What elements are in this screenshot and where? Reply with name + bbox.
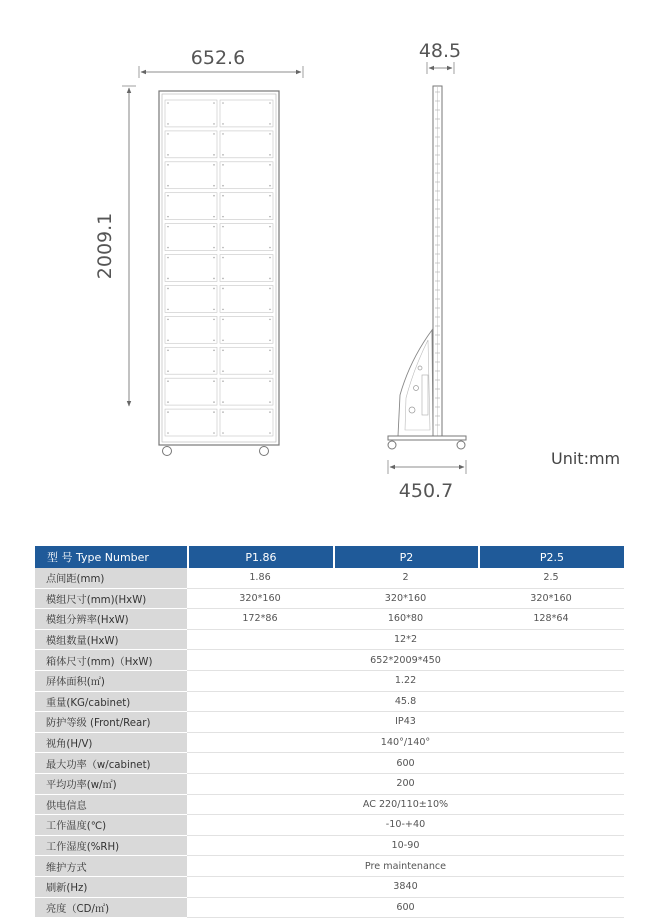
side-view bbox=[388, 86, 466, 449]
row-value: 128*64 bbox=[478, 609, 624, 630]
row-value: 320*160 bbox=[187, 589, 333, 610]
row-label: 模组数量(HxW) bbox=[35, 630, 187, 651]
table-row bbox=[35, 630, 624, 651]
row-value: 320*160 bbox=[478, 589, 624, 610]
table-row bbox=[35, 877, 624, 898]
width-dimension-label: 652.6 bbox=[190, 47, 246, 69]
row-label: 工作湿度(%RH) bbox=[35, 836, 187, 857]
row-label: 工作温度(℃) bbox=[35, 815, 187, 836]
table-row bbox=[35, 753, 624, 774]
row-value: 2.5 bbox=[478, 568, 624, 589]
row-value: 1.22 bbox=[187, 671, 624, 692]
row-label: 防护等级 (Front/Rear) bbox=[35, 712, 187, 733]
table-row bbox=[35, 733, 624, 754]
row-value: Pre maintenance bbox=[187, 856, 624, 877]
row-value: 600 bbox=[187, 898, 624, 919]
base-dimension-label: 450.7 bbox=[398, 480, 454, 502]
unit-label: Unit:mm bbox=[551, 449, 621, 468]
table-row bbox=[35, 568, 624, 589]
row-value: 12*2 bbox=[187, 630, 624, 651]
table-row bbox=[35, 815, 624, 836]
row-label: 亮度（CD/㎡) bbox=[35, 898, 187, 919]
row-label: 屏体面积(㎡) bbox=[35, 671, 187, 692]
spec-table-header bbox=[35, 546, 624, 568]
row-value: 652*2009*450 bbox=[187, 650, 624, 671]
row-value: 200 bbox=[187, 774, 624, 795]
row-label: 平均功率(w/㎡) bbox=[35, 774, 187, 795]
table-row bbox=[35, 650, 624, 671]
row-label: 维护方式 bbox=[35, 856, 187, 877]
row-label: 刷新(Hz) bbox=[35, 877, 187, 898]
row-label: 视角(H/V) bbox=[35, 733, 187, 754]
row-value: -10-+40 bbox=[187, 815, 624, 836]
row-value: 1.86 bbox=[187, 568, 333, 589]
row-label: 箱体尺寸(mm)（HxW) bbox=[35, 650, 187, 671]
row-label: 模组分辨率(HxW) bbox=[35, 609, 187, 630]
row-value: 2 bbox=[333, 568, 478, 589]
row-label: 点间距(mm) bbox=[35, 568, 187, 589]
table-row bbox=[35, 898, 624, 919]
table-row bbox=[35, 774, 624, 795]
row-value: 140°/140° bbox=[187, 733, 624, 754]
table-row bbox=[35, 836, 624, 857]
height-dimension bbox=[94, 86, 136, 406]
header-p186: P1.86 bbox=[187, 546, 333, 568]
row-value: AC 220/110±10% bbox=[187, 795, 624, 816]
row-value: 160*80 bbox=[333, 609, 478, 630]
row-value: 45.8 bbox=[187, 692, 624, 713]
header-type-number: 型 号 Type Number bbox=[35, 546, 187, 568]
row-value: 10-90 bbox=[187, 836, 624, 857]
header-p25: P2.5 bbox=[478, 546, 624, 568]
row-label: 模组尺寸(mm)(HxW) bbox=[35, 589, 187, 610]
header-p2: P2 bbox=[333, 546, 478, 568]
table-row bbox=[35, 671, 624, 692]
row-label: 最大功率（w/cabinet) bbox=[35, 753, 187, 774]
base-dimension bbox=[388, 460, 466, 502]
table-row bbox=[35, 795, 624, 816]
front-view bbox=[159, 91, 279, 456]
row-value: IP43 bbox=[187, 712, 624, 733]
row-value: 3840 bbox=[187, 877, 624, 898]
table-row bbox=[35, 692, 624, 713]
height-dimension-label: 2009.1 bbox=[94, 212, 116, 280]
row-value: 600 bbox=[187, 753, 624, 774]
row-value: 320*160 bbox=[333, 589, 478, 610]
table-row bbox=[35, 856, 624, 877]
table-row bbox=[35, 589, 624, 610]
row-label: 重量(KG/cabinet) bbox=[35, 692, 187, 713]
row-value: 172*86 bbox=[187, 609, 333, 630]
row-label: 供电信息 bbox=[35, 795, 187, 816]
depth-dimension bbox=[419, 40, 461, 74]
depth-dimension-label: 48.5 bbox=[418, 40, 462, 62]
table-row bbox=[35, 609, 624, 630]
table-row bbox=[35, 712, 624, 733]
width-dimension bbox=[139, 47, 303, 78]
spec-table bbox=[35, 546, 624, 918]
